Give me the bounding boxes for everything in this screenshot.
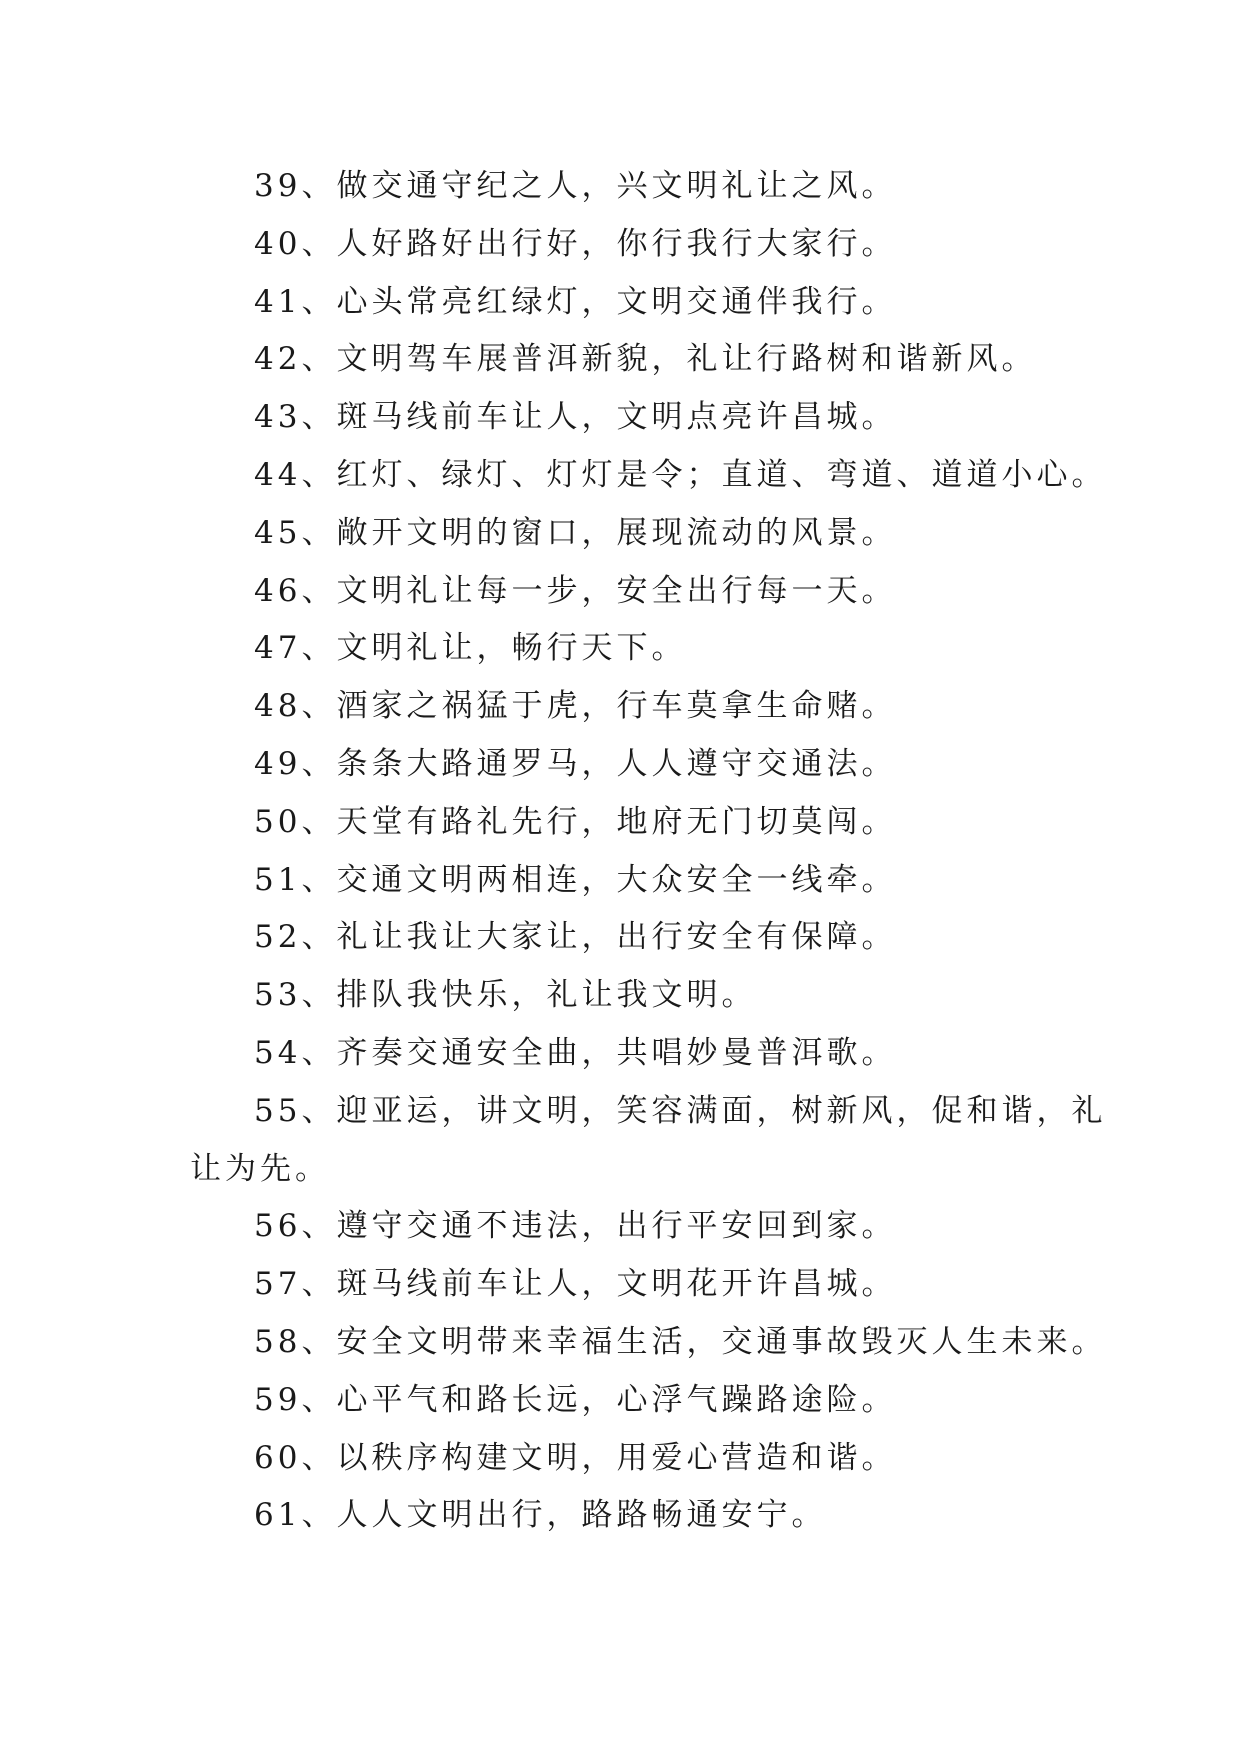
slogan-line-46: 46、文明礼让每一步，安全出行每一天。 (254, 572, 897, 609)
slogan-line-55: 55、迎亚运，讲文明，笑容满面，树新风，促和谐，礼 (254, 1092, 1107, 1129)
slogan-line-53: 53、排队我快乐，礼让我文明。 (254, 977, 757, 1014)
slogan-list (190, 158, 1107, 1545)
slogan-line-47: 47、文明礼让，畅行天下。 (254, 630, 687, 667)
slogan-line-59: 59、心平气和路长远，心浮气躁路途险。 (254, 1381, 897, 1418)
slogan-line-50: 50、天堂有路礼先行，地府无门切莫闯。 (254, 803, 897, 840)
slogan-line-58: 58、安全文明带来幸福生活，交通事故毁灭人生未来。 (254, 1323, 1107, 1360)
slogan-line-43: 43、斑马线前车让人，文明点亮许昌城。 (254, 399, 897, 436)
slogan-line-49: 49、条条大路通罗马，人人遵守交通法。 (254, 745, 897, 782)
slogan-line-55-continued: 让为先。 (190, 1150, 330, 1187)
slogan-line-42: 42、文明驾车展普洱新貌，礼让行路树和谐新风。 (254, 341, 1037, 378)
slogan-line-44: 44、红灯、绿灯、灯灯是令；直道、弯道、道道小心。 (254, 456, 1107, 493)
slogan-line-51: 51、交通文明两相连，大众安全一线牵。 (254, 861, 897, 898)
slogan-line-39: 39、做交通守纪之人，兴文明礼让之风。 (254, 168, 897, 204)
slogan-line-60: 60、以秩序构建文明，用爱心营造和谐。 (254, 1439, 897, 1476)
slogan-line-57: 57、斑马线前车让人，文明花开许昌城。 (254, 1266, 897, 1303)
slogan-line-52: 52、礼让我让大家让，出行安全有保障。 (254, 919, 897, 956)
slogan-line-40: 40、人好路好出行好，你行我行大家行。 (254, 225, 897, 262)
slogan-line-41: 41、心头常亮红绿灯，文明交通伴我行。 (254, 283, 897, 320)
slogan-line-45: 45、敞开文明的窗口，展现流动的风景。 (254, 514, 897, 551)
slogan-line-56: 56、遵守交通不违法，出行平安回到家。 (254, 1208, 897, 1245)
slogan-line-61: 61、人人文明出行，路路畅通安宁。 (254, 1497, 827, 1534)
slogan-line-54: 54、齐奏交通安全曲，共唱妙曼普洱歌。 (254, 1034, 897, 1071)
slogan-line-48: 48、酒家之祸猛于虎，行车莫拿生命赌。 (254, 688, 897, 725)
